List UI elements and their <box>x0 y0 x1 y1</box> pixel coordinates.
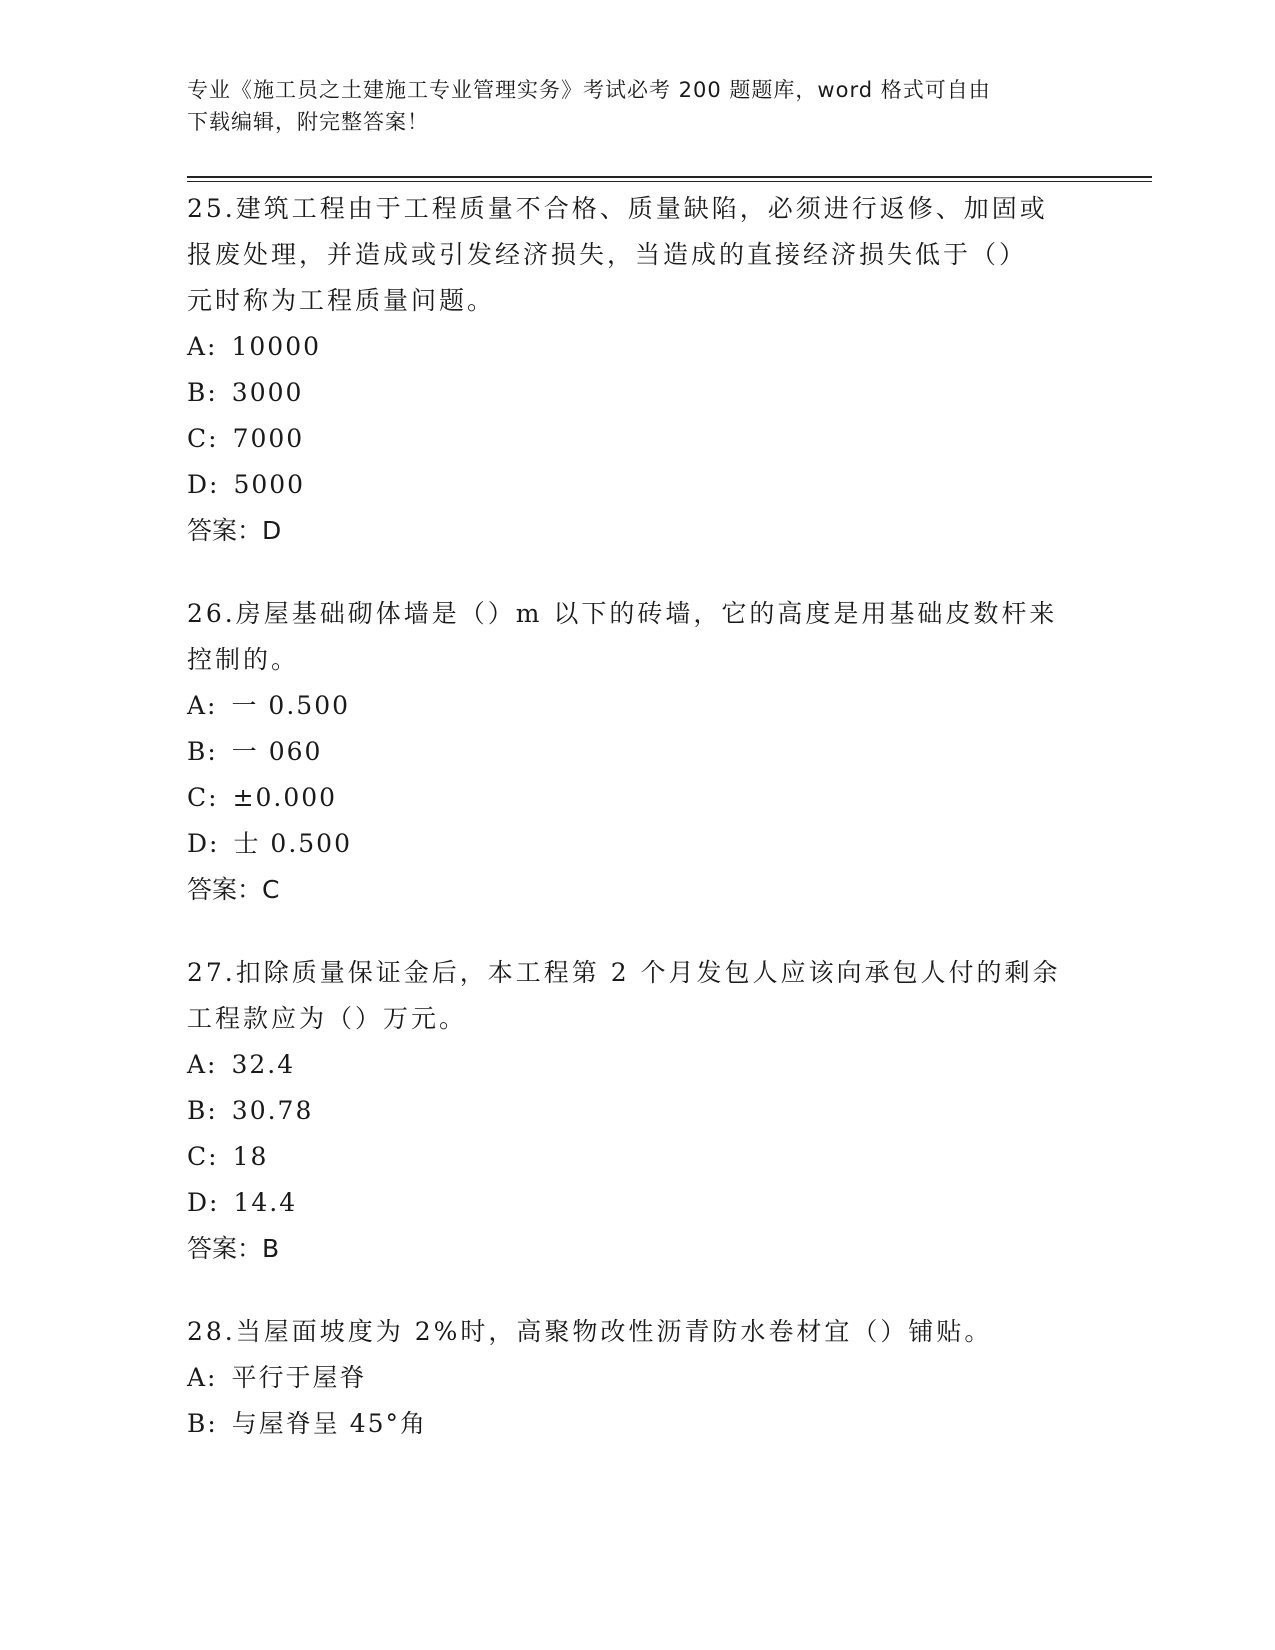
option-b <box>187 1401 1097 1447</box>
question-stem-line: 工程款应为（）万元。 <box>187 1004 468 1033</box>
option-a <box>187 1042 1097 1088</box>
option-key: C: <box>187 424 219 453</box>
option-key: B: <box>187 1409 218 1438</box>
option-b <box>187 370 1097 416</box>
option-key: B: <box>187 1096 218 1125</box>
option-text: 平行于屋脊 <box>231 1363 367 1392</box>
option-text: 18 <box>232 1142 269 1171</box>
option-text: 32.4 <box>231 1050 296 1079</box>
option-a <box>187 1355 1097 1401</box>
header-divider-thin <box>187 181 1152 182</box>
question-25 <box>187 186 1097 554</box>
answer-line: 答案：B <box>187 1234 280 1263</box>
header-line-1: 专业《施工员之土建施工专业管理实务》考试必考 200 题题库，word 格式可自由 <box>187 78 991 102</box>
question-26 <box>187 591 1097 913</box>
question-stem-line: 控制的。 <box>187 645 300 674</box>
header-divider-thick <box>187 176 1152 178</box>
option-key: C: <box>187 1142 219 1171</box>
option-b <box>187 1088 1097 1134</box>
question-list <box>187 186 1097 1484</box>
option-text: 士 0.500 <box>233 829 352 858</box>
option-d <box>187 1180 1097 1226</box>
option-key: D: <box>187 470 220 499</box>
option-key: D: <box>187 1188 220 1217</box>
option-a <box>187 324 1097 370</box>
option-key: A: <box>187 332 218 361</box>
question-stem-line: 25.建筑工程由于工程质量不合格、质量缺陷，必须进行返修、加固或 <box>187 194 1048 223</box>
option-text: 30.78 <box>231 1096 314 1125</box>
option-text: 5000 <box>233 470 306 499</box>
answer-line: 答案：D <box>187 516 282 545</box>
answer-line: 答案：C <box>187 875 280 904</box>
option-text: 一 0.500 <box>231 691 351 720</box>
option-c <box>187 416 1097 462</box>
header-line-2: 下载编辑，附完整答案！ <box>187 110 429 134</box>
option-key: B: <box>187 737 218 766</box>
option-text: 一 060 <box>231 737 323 766</box>
option-text: ±0.000 <box>232 783 338 812</box>
question-28 <box>187 1309 1097 1447</box>
question-27 <box>187 950 1097 1272</box>
option-d <box>187 462 1097 508</box>
option-text: 10000 <box>231 332 322 361</box>
question-stem-line: 元时称为工程质量问题。 <box>187 286 496 315</box>
option-text: 3000 <box>231 378 304 407</box>
option-c <box>187 1134 1097 1180</box>
question-stem-line: 27.扣除质量保证金后，本工程第 2 个月发包人应该向承包人付的剩余 <box>187 958 1061 987</box>
option-key: A: <box>187 1050 218 1079</box>
question-stem-line: 28.当屋面坡度为 2%时，高聚物改性沥青防水卷材宜（）铺贴。 <box>187 1317 993 1346</box>
option-d <box>187 821 1097 867</box>
option-b <box>187 729 1097 775</box>
option-key: C: <box>187 783 219 812</box>
option-text: 14.4 <box>233 1188 298 1217</box>
option-a <box>187 683 1097 729</box>
option-c <box>187 775 1097 821</box>
question-stem-line: 报废处理，并造成或引发经济损失，当造成的直接经济损失低于（） <box>187 240 1028 269</box>
option-key: A: <box>187 1363 218 1392</box>
option-key: A: <box>187 691 218 720</box>
question-stem-line: 26.房屋基础砌体墙是（）m 以下的砖墙，它的高度是用基础皮数杆来 <box>187 599 1058 628</box>
document-header <box>187 74 1087 138</box>
option-text: 与屋脊呈 45°角 <box>231 1409 428 1438</box>
option-key: B: <box>187 378 218 407</box>
option-key: D: <box>187 829 220 858</box>
option-text: 7000 <box>232 424 305 453</box>
